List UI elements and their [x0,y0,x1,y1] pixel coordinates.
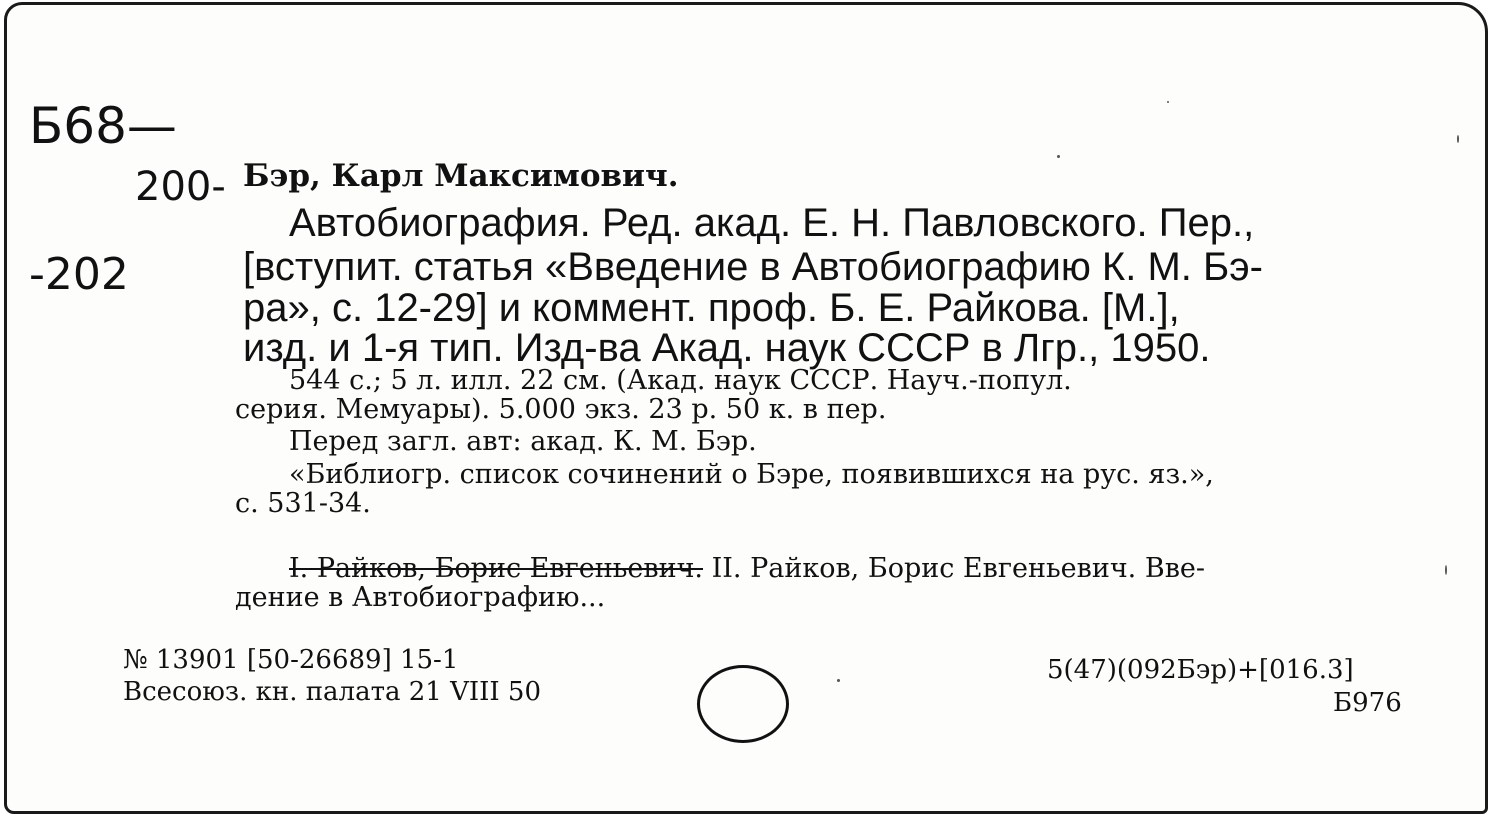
title-line-4: изд. и 1-я тип. Изд-ва Акад. наук СССР в Лгр., 1950. [243,326,1211,370]
paper-speck [1057,155,1060,158]
title-line-3: ра», с. 12-29] и коммент. проф. Б. Е. Райкова. [М.], [243,286,1180,330]
handwritten-shelf-mark: Б68— [29,97,177,155]
book-chamber-line: Всесоюз. кн. палата 21 VIII 50 [123,677,542,707]
physical-description-line-2: серия. Мемуары). 5.000 экз. 23 р. 50 к. в пер. [235,394,887,425]
card-punch-hole [697,665,789,743]
handwritten-page-start: 200- [135,164,226,210]
title-line-2: [вступит. статья «Введение в Автобиографию К. М. Бэ- [243,245,1263,289]
card-number-line: № 13901 [50-26689] 15-1 [123,645,459,675]
note-author-before-title: Перед загл. авт: акад. К. М. Бэр. [289,426,757,457]
classification-index: 5(47)(092Бэр)+[016.3] [1047,655,1354,685]
tracings-line-2: дение в Автобиографию... [235,582,606,613]
paper-speck [1167,101,1169,103]
tracing-entry-2: II. Райков, Борис Евгеньевич. Вве- [703,553,1205,584]
tracings-line-1 [289,555,1205,582]
tracing-struck-entry: I. Райков, Борис Евгеньевич. [289,553,704,584]
physical-description-line-1: 544 с.; 5 л. илл. 22 см. (Акад. наук СССР. Науч.-попул. [289,365,1072,396]
handwritten-page-end: -202 [29,249,129,300]
title-line-1: Автобиография. Ред. акад. Е. Н. Павловского. Пер., [289,201,1255,245]
author-heading: Бэр, Карл Максимович. [243,158,679,194]
paper-speck [837,679,840,682]
author-mark: Б976 [1333,688,1402,718]
note-bibliography-line-2: с. 531-34. [235,488,371,519]
note-bibliography-line-1: «Библиогр. список сочинений о Бэре, появившихся на рус. яз.», [289,459,1214,490]
paper-speck [1457,135,1459,143]
paper-speck [1445,565,1447,575]
catalog-card [4,2,1488,814]
